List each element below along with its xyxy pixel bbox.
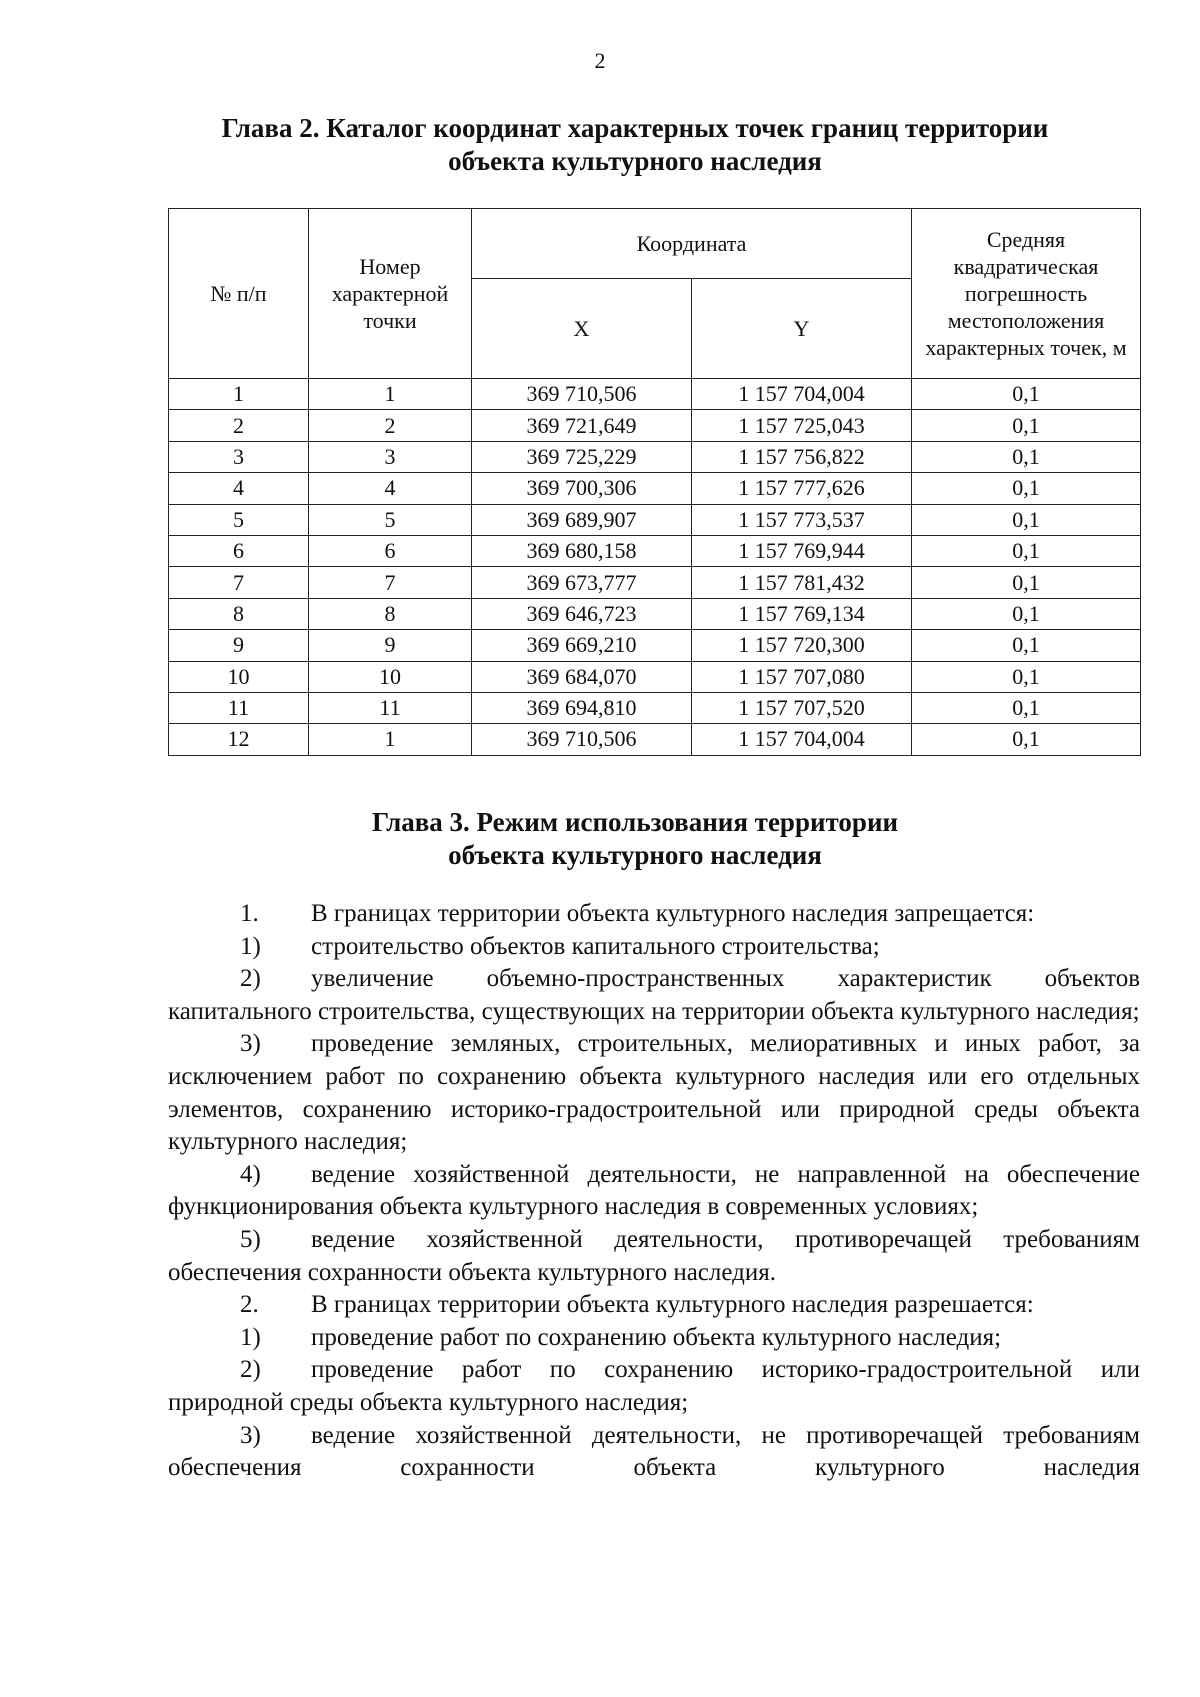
cell-row-number: 6 xyxy=(169,535,309,566)
cell-point-number: 6 xyxy=(309,535,472,566)
coordinates-table-body xyxy=(169,379,1141,756)
header-y: Y xyxy=(692,279,912,379)
list-item-text: ведение хозяйственной деятельности, не направленной на обеспечение функционирования объекта культурного наследия в современных условиях; xyxy=(168,1160,1140,1221)
table-row xyxy=(169,567,1141,598)
cell-x: 369 721,649 xyxy=(472,410,692,441)
cell-x: 369 694,810 xyxy=(472,692,692,723)
header-x: X xyxy=(472,279,692,379)
cell-error: 0,1 xyxy=(912,567,1141,598)
cell-point-number: 1 xyxy=(309,379,472,410)
list-item xyxy=(168,1420,1140,1485)
list-item xyxy=(168,1322,1140,1355)
page-number: 2 xyxy=(594,48,606,73)
list-item-text: проведение земляных, строительных, мелиоративных и иных работ, за исключением работ по сохранению объекта культурного наследия или его отдельных элементов, сохранению историко-градостроительной или природной среды объекта культурного наследия; xyxy=(168,1030,1140,1156)
cell-error: 0,1 xyxy=(912,661,1141,692)
list-item xyxy=(168,1289,1140,1322)
list-item-number: 2. xyxy=(240,1291,259,1319)
list-item-number: 1) xyxy=(240,1323,261,1351)
table-row xyxy=(169,724,1141,755)
table-row xyxy=(169,410,1141,441)
table-row xyxy=(169,630,1141,661)
list-item-number: 2) xyxy=(240,1356,261,1384)
list-item xyxy=(168,1159,1140,1224)
header-row-number: № п/п xyxy=(169,209,309,379)
cell-x: 369 725,229 xyxy=(472,441,692,472)
cell-y: 1 157 773,537 xyxy=(692,504,912,535)
list-item-number: 4) xyxy=(240,1160,261,1188)
cell-point-number: 2 xyxy=(309,410,472,441)
table-row xyxy=(169,504,1141,535)
cell-x: 369 669,210 xyxy=(472,630,692,661)
list-item-text: строительство объектов капитального строительства; xyxy=(311,932,880,960)
cell-y: 1 157 725,043 xyxy=(692,410,912,441)
regime-text xyxy=(168,898,1140,1485)
cell-row-number: 10 xyxy=(169,661,309,692)
cell-row-number: 12 xyxy=(169,724,309,755)
cell-row-number: 2 xyxy=(169,410,309,441)
list-item-text: проведение работ по сохранению историко-градостроительной или природной среды объекта культурного наследия; xyxy=(168,1356,1140,1416)
cell-row-number: 3 xyxy=(169,441,309,472)
list-item-text: ведение хозяйственной деятельности, не противоречащей требованиям обеспечения сохранности объекта культурного наследия xyxy=(168,1421,1140,1482)
cell-point-number: 5 xyxy=(309,504,472,535)
table-row xyxy=(169,473,1141,504)
chapter2-title-line2: объекта культурного наследия xyxy=(448,146,822,176)
cell-point-number: 4 xyxy=(309,473,472,504)
cell-row-number: 1 xyxy=(169,379,309,410)
cell-x: 369 646,723 xyxy=(472,598,692,629)
cell-point-number: 10 xyxy=(309,661,472,692)
cell-point-number: 9 xyxy=(309,630,472,661)
cell-error: 0,1 xyxy=(912,598,1141,629)
list-item xyxy=(168,898,1140,931)
cell-y: 1 157 769,944 xyxy=(692,535,912,566)
cell-row-number: 7 xyxy=(169,567,309,598)
cell-y: 1 157 777,626 xyxy=(692,473,912,504)
cell-x: 369 689,907 xyxy=(472,504,692,535)
list-item-number: 5) xyxy=(240,1225,261,1253)
cell-error: 0,1 xyxy=(912,504,1141,535)
chapter3-title-line2: объекта культурного наследия xyxy=(448,840,822,870)
cell-point-number: 11 xyxy=(309,692,472,723)
cell-y: 1 157 707,080 xyxy=(692,661,912,692)
table-row xyxy=(169,598,1141,629)
cell-error: 0,1 xyxy=(912,473,1141,504)
cell-y: 1 157 704,004 xyxy=(692,724,912,755)
list-item xyxy=(168,1354,1140,1419)
cell-point-number: 8 xyxy=(309,598,472,629)
header-point-number: Номер характерной точки xyxy=(309,209,472,379)
cell-y: 1 157 707,520 xyxy=(692,692,912,723)
coordinates-table xyxy=(168,208,1141,756)
list-item-number: 3) xyxy=(240,1421,261,1449)
table-row xyxy=(169,379,1141,410)
list-item-text: ведение хозяйственной деятельности, противоречащей требованиям обеспечения сохранности объекта культурного наследия. xyxy=(168,1225,1140,1286)
cell-error: 0,1 xyxy=(912,724,1141,755)
cell-x: 369 684,070 xyxy=(472,661,692,692)
chapter2-title-line1: Глава 2. Каталог координат характерных точек границ территории xyxy=(221,113,1049,143)
table-row xyxy=(169,692,1141,723)
cell-y: 1 157 769,134 xyxy=(692,598,912,629)
cell-y: 1 157 756,822 xyxy=(692,441,912,472)
cell-row-number: 5 xyxy=(169,504,309,535)
cell-point-number: 1 xyxy=(309,724,472,755)
list-item xyxy=(168,963,1140,1028)
cell-x: 369 673,777 xyxy=(472,567,692,598)
cell-x: 369 680,158 xyxy=(472,535,692,566)
cell-x: 369 700,306 xyxy=(472,473,692,504)
list-item-number: 1) xyxy=(240,932,261,960)
chapter3-heading xyxy=(150,806,1120,872)
cell-x: 369 710,506 xyxy=(472,724,692,755)
chapter2-heading xyxy=(150,112,1120,178)
header-error: Средняя квадратическая погрешность местоположения характерных точек, м xyxy=(912,209,1141,379)
list-item-number: 2) xyxy=(240,965,261,993)
cell-y: 1 157 704,004 xyxy=(692,379,912,410)
list-item xyxy=(168,931,1140,964)
list-item-number: 1. xyxy=(240,900,259,927)
list-item-text: проведение работ по сохранению объекта культурного наследия; xyxy=(311,1323,1002,1351)
cell-x: 369 710,506 xyxy=(472,379,692,410)
cell-error: 0,1 xyxy=(912,379,1141,410)
table-row xyxy=(169,441,1141,472)
chapter3-title-line1: Глава 3. Режим использования территории xyxy=(371,807,899,837)
list-item-number: 3) xyxy=(240,1030,261,1058)
list-item xyxy=(168,1028,1140,1158)
list-item xyxy=(168,1224,1140,1289)
list-item-text: В границах территории объекта культурного наследия запрещается: xyxy=(311,900,1035,927)
cell-y: 1 157 781,432 xyxy=(692,567,912,598)
cell-y: 1 157 720,300 xyxy=(692,630,912,661)
cell-error: 0,1 xyxy=(912,410,1141,441)
cell-error: 0,1 xyxy=(912,630,1141,661)
cell-row-number: 9 xyxy=(169,630,309,661)
table-row xyxy=(169,661,1141,692)
list-item-text: В границах территории объекта культурного наследия разрешается: xyxy=(311,1291,1034,1319)
cell-point-number: 3 xyxy=(309,441,472,472)
cell-error: 0,1 xyxy=(912,441,1141,472)
cell-error: 0,1 xyxy=(912,692,1141,723)
cell-row-number: 11 xyxy=(169,692,309,723)
cell-error: 0,1 xyxy=(912,535,1141,566)
list-item-text: увеличение объемно-пространственных характеристик объектов капитального строительства, существующих на территории объекта культурного наследия; xyxy=(168,965,1140,1025)
cell-row-number: 8 xyxy=(169,598,309,629)
header-coordinate: Координата xyxy=(472,209,912,279)
table-row xyxy=(169,535,1141,566)
cell-point-number: 7 xyxy=(309,567,472,598)
cell-row-number: 4 xyxy=(169,473,309,504)
